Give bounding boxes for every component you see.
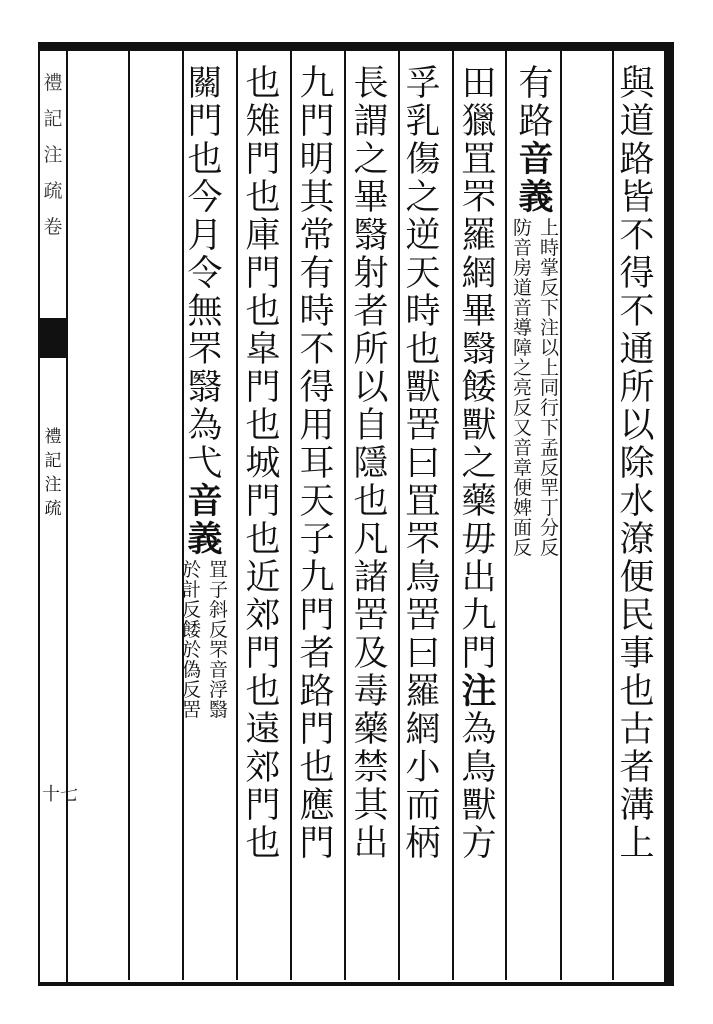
fore-edge-char: 注 — [44, 475, 62, 495]
main-char: 藥 — [353, 710, 389, 750]
main-char: 藥 — [461, 482, 497, 522]
main-char: 門 — [299, 102, 335, 142]
annotation-char: 上 — [539, 217, 559, 239]
main-char: 也 — [405, 330, 441, 370]
main-char: 方 — [461, 824, 497, 864]
main-char: 門 — [245, 482, 281, 522]
text-column-5 — [348, 65, 394, 863]
main-char: 無 — [187, 292, 223, 332]
main-char: 令 — [187, 254, 223, 294]
annotation-char: 子 — [208, 579, 228, 601]
annotation-left-line — [180, 560, 204, 720]
annotation-char: 下 — [539, 297, 559, 319]
annotation-char: 掌 — [539, 257, 559, 279]
annotation-char: 丁 — [539, 497, 559, 519]
main-char: 路 — [619, 140, 655, 180]
main-char: 為 — [187, 406, 223, 446]
main-char: 門 — [299, 824, 335, 864]
main-char: 鳥 — [461, 748, 497, 788]
annotation-char: 音 — [208, 659, 228, 681]
column-rule — [505, 50, 507, 980]
main-char: 民 — [619, 596, 655, 636]
fore-edge-head — [40, 65, 66, 245]
main-char: 之 — [461, 444, 497, 484]
annotation-char: 於 — [181, 559, 201, 581]
main-char: 也 — [353, 482, 389, 522]
note-marker-char: 注 — [461, 671, 497, 712]
main-char: 古 — [619, 710, 655, 750]
column-rule — [452, 50, 454, 980]
main-char: 門 — [245, 254, 281, 294]
main-char: 九 — [299, 64, 335, 104]
main-char: 餧 — [461, 368, 497, 408]
main-char: 便 — [619, 558, 655, 598]
main-char: 毒 — [353, 672, 389, 712]
main-char: 天 — [405, 254, 441, 294]
text-column-3 — [456, 65, 502, 863]
main-char: 罘 — [405, 520, 441, 560]
main-char: 門 — [245, 368, 281, 408]
main-char: 弋 — [187, 444, 223, 484]
main-char: 雉 — [245, 102, 281, 142]
main-char: 柄 — [405, 824, 441, 864]
annotation-char: 反 — [539, 457, 559, 479]
main-char: 以 — [353, 368, 389, 408]
main-char: 翳 — [353, 216, 389, 256]
main-char: 罝 — [461, 140, 497, 180]
main-char: 城 — [245, 444, 281, 484]
fore-edge-char: 禮 — [43, 72, 63, 94]
main-char: 門 — [299, 710, 335, 750]
main-char: 之 — [353, 140, 389, 180]
main-char: 其 — [299, 178, 335, 218]
main-char: 有 — [299, 254, 335, 294]
annotation-char: 注 — [539, 317, 559, 339]
annotation-char: 障 — [512, 337, 532, 359]
annotation-char: 上 — [539, 357, 559, 379]
main-char: 時 — [405, 292, 441, 332]
main-char: 皆 — [619, 178, 655, 218]
main-char: 其 — [353, 786, 389, 826]
main-char: 不 — [619, 292, 655, 332]
annotation-char: 同 — [539, 377, 559, 399]
annotation-left-line — [511, 218, 535, 558]
annotation-char: 章 — [512, 457, 532, 479]
annotation-char: 孟 — [539, 437, 559, 459]
main-char: 道 — [619, 102, 655, 142]
main-char: 遠 — [245, 710, 281, 750]
main-char: 羅 — [461, 216, 497, 256]
main-char: 者 — [619, 748, 655, 788]
main-char: 長 — [353, 64, 389, 104]
fore-edge-char: 卷 — [43, 216, 63, 238]
fore-edge-char: 記 — [43, 108, 63, 130]
main-char: 近 — [245, 558, 281, 598]
annotation-char: 反 — [512, 397, 532, 419]
annotation-char: 分 — [539, 517, 559, 539]
main-char: 毋 — [461, 520, 497, 560]
frame-inner-left-border — [66, 50, 68, 984]
main-char: 門 — [461, 634, 497, 674]
main-char: 畢 — [461, 292, 497, 332]
main-char: 月 — [187, 216, 223, 256]
main-char: 除 — [619, 444, 655, 484]
main-char: 之 — [405, 178, 441, 218]
annotation-char: 反 — [181, 679, 201, 701]
annotation-marker-char: 義 — [518, 177, 554, 218]
main-char: 也 — [299, 748, 335, 788]
main-char: 郊 — [245, 748, 281, 788]
main-char: 小 — [405, 748, 441, 788]
main-char: 也 — [245, 672, 281, 712]
page-number: 十七 — [42, 784, 78, 805]
main-char: 網 — [405, 710, 441, 750]
annotation-char: 於 — [181, 639, 201, 661]
main-char: 時 — [299, 292, 335, 332]
text-column-2 — [510, 65, 562, 559]
column-rule — [290, 50, 292, 980]
main-char: 門 — [245, 634, 281, 674]
annotation-marker-char: 音 — [187, 481, 223, 522]
annotation-char: 反 — [512, 537, 532, 559]
main-char: 罝 — [405, 482, 441, 522]
annotation-char: 便 — [512, 477, 532, 499]
column-rule — [344, 50, 346, 980]
main-char: 凡 — [353, 520, 389, 560]
main-char: 射 — [353, 254, 389, 294]
annotation-char: 以 — [539, 337, 559, 359]
main-char: 翳 — [187, 368, 223, 408]
main-char: 獸 — [461, 406, 497, 446]
main-char: 而 — [405, 786, 441, 826]
main-char: 關 — [187, 64, 223, 104]
main-char: 自 — [353, 406, 389, 446]
main-char: 罟 — [405, 406, 441, 446]
main-char: 曰 — [405, 444, 441, 484]
main-char: 逆 — [405, 216, 441, 256]
main-char: 禁 — [353, 748, 389, 788]
main-char: 應 — [299, 786, 335, 826]
main-char: 獵 — [461, 102, 497, 142]
annotation-char: 反 — [539, 537, 559, 559]
main-char: 不 — [619, 216, 655, 256]
main-char: 者 — [299, 634, 335, 674]
main-char: 今 — [187, 178, 223, 218]
annotation-char: 音 — [512, 437, 532, 459]
annotation-char: 偽 — [181, 659, 201, 681]
main-char: 用 — [299, 406, 335, 446]
main-char: 庫 — [245, 216, 281, 256]
main-char: 也 — [245, 406, 281, 446]
fish-tail-mark — [40, 318, 66, 358]
main-char: 以 — [619, 406, 655, 446]
main-char: 乳 — [405, 102, 441, 142]
annotation-char: 餧 — [181, 619, 201, 641]
annotation-char: 導 — [512, 317, 532, 339]
fore-edge-char: 禮 — [44, 427, 62, 447]
main-char: 門 — [245, 140, 281, 180]
annotation-char: 計 — [181, 579, 201, 601]
frame-right-border — [664, 42, 674, 986]
main-char: 出 — [353, 824, 389, 864]
annotation-char: 亮 — [512, 377, 532, 399]
main-char: 九 — [299, 558, 335, 598]
annotation-marker-char: 音 — [518, 139, 554, 180]
main-char: 明 — [299, 140, 335, 180]
column-rule — [128, 50, 130, 980]
main-char: 水 — [619, 482, 655, 522]
text-column-6 — [294, 65, 340, 863]
main-char: 隱 — [353, 444, 389, 484]
main-char: 畢 — [353, 178, 389, 218]
fore-edge-char: 疏 — [44, 499, 62, 519]
main-char: 也 — [245, 64, 281, 104]
main-char: 也 — [187, 140, 223, 180]
annotation-char: 行 — [539, 397, 559, 419]
main-char: 得 — [299, 368, 335, 408]
main-char: 潦 — [619, 520, 655, 560]
main-char: 也 — [245, 824, 281, 864]
annotation-char: 時 — [539, 237, 559, 259]
main-char: 罘 — [187, 330, 223, 370]
main-char: 曰 — [405, 634, 441, 674]
main-char: 獸 — [461, 786, 497, 826]
annotation-char: 道 — [512, 277, 532, 299]
annotation-char: 翳 — [208, 699, 228, 721]
main-char: 也 — [245, 178, 281, 218]
fore-edge-char: 記 — [44, 451, 62, 471]
text-column-8 — [182, 65, 228, 721]
annotation-char: 音 — [512, 297, 532, 319]
main-char: 孚 — [405, 64, 441, 104]
main-char: 不 — [299, 330, 335, 370]
text-column-4 — [400, 65, 446, 863]
main-char: 出 — [461, 558, 497, 598]
main-char: 罘 — [461, 178, 497, 218]
annotation-right-line — [207, 560, 231, 720]
annotation-char: 反 — [539, 277, 559, 299]
main-char: 也 — [245, 292, 281, 332]
main-char: 諸 — [353, 558, 389, 598]
annotation-char: 下 — [539, 417, 559, 439]
annotation-right-line — [538, 218, 562, 558]
annotation-char: 䍐 — [539, 477, 559, 499]
annotation-char: 反 — [208, 619, 228, 641]
text-column-1 — [614, 65, 660, 863]
annotation-char: 又 — [512, 417, 532, 439]
main-char: 田 — [461, 64, 497, 104]
column-rule — [236, 50, 238, 980]
main-char: 及 — [353, 634, 389, 674]
main-char: 也 — [619, 672, 655, 712]
fore-edge-title — [40, 425, 66, 521]
main-char: 天 — [299, 482, 335, 522]
main-char: 網 — [461, 254, 497, 294]
main-char: 上 — [619, 824, 655, 864]
interlinear-annotation — [510, 218, 562, 558]
annotation-char: 防 — [512, 217, 532, 239]
main-char: 羅 — [405, 672, 441, 712]
annotation-char: 之 — [512, 357, 532, 379]
main-char: 為 — [461, 710, 497, 750]
annotation-char: 罟 — [181, 699, 201, 721]
main-char: 得 — [619, 254, 655, 294]
main-char: 事 — [619, 634, 655, 674]
main-char: 所 — [619, 368, 655, 408]
main-char: 鳥 — [405, 558, 441, 598]
annotation-char: 音 — [512, 237, 532, 259]
frame-bottom-border — [38, 982, 674, 986]
main-char: 者 — [353, 292, 389, 332]
annotation-char: 斜 — [208, 599, 228, 621]
main-char: 通 — [619, 330, 655, 370]
frame-top-border — [38, 42, 674, 51]
text-column-7 — [240, 65, 286, 863]
main-char: 皐 — [245, 330, 281, 370]
main-char: 有 — [518, 64, 554, 104]
annotation-char: 罘 — [208, 639, 228, 661]
main-char: 九 — [461, 596, 497, 636]
annotation-char: 面 — [512, 517, 532, 539]
main-char: 謂 — [353, 102, 389, 142]
main-char: 罟 — [405, 596, 441, 636]
main-char: 門 — [187, 102, 223, 142]
main-char: 翳 — [461, 330, 497, 370]
main-char: 獸 — [405, 368, 441, 408]
main-char: 路 — [518, 102, 554, 142]
main-char: 常 — [299, 216, 335, 256]
main-char: 與 — [619, 64, 655, 104]
main-char: 傷 — [405, 140, 441, 180]
main-char: 門 — [299, 596, 335, 636]
main-char: 路 — [299, 672, 335, 712]
main-char: 耳 — [299, 444, 335, 484]
annotation-char: 房 — [512, 257, 532, 279]
main-char: 郊 — [245, 596, 281, 636]
main-char: 罟 — [353, 596, 389, 636]
fore-edge-char: 注 — [43, 144, 63, 166]
main-char: 所 — [353, 330, 389, 370]
main-char: 子 — [299, 520, 335, 560]
annotation-marker-char: 義 — [187, 519, 223, 560]
main-char: 門 — [245, 786, 281, 826]
fore-edge-char: 疏 — [43, 180, 63, 202]
annotation-char: 浮 — [208, 679, 228, 701]
main-char: 溝 — [619, 786, 655, 826]
annotation-char: 反 — [181, 599, 201, 621]
annotation-char: 婢 — [512, 497, 532, 519]
interlinear-annotation — [179, 560, 231, 720]
annotation-char: 罝 — [208, 559, 228, 581]
main-char: 也 — [245, 520, 281, 560]
